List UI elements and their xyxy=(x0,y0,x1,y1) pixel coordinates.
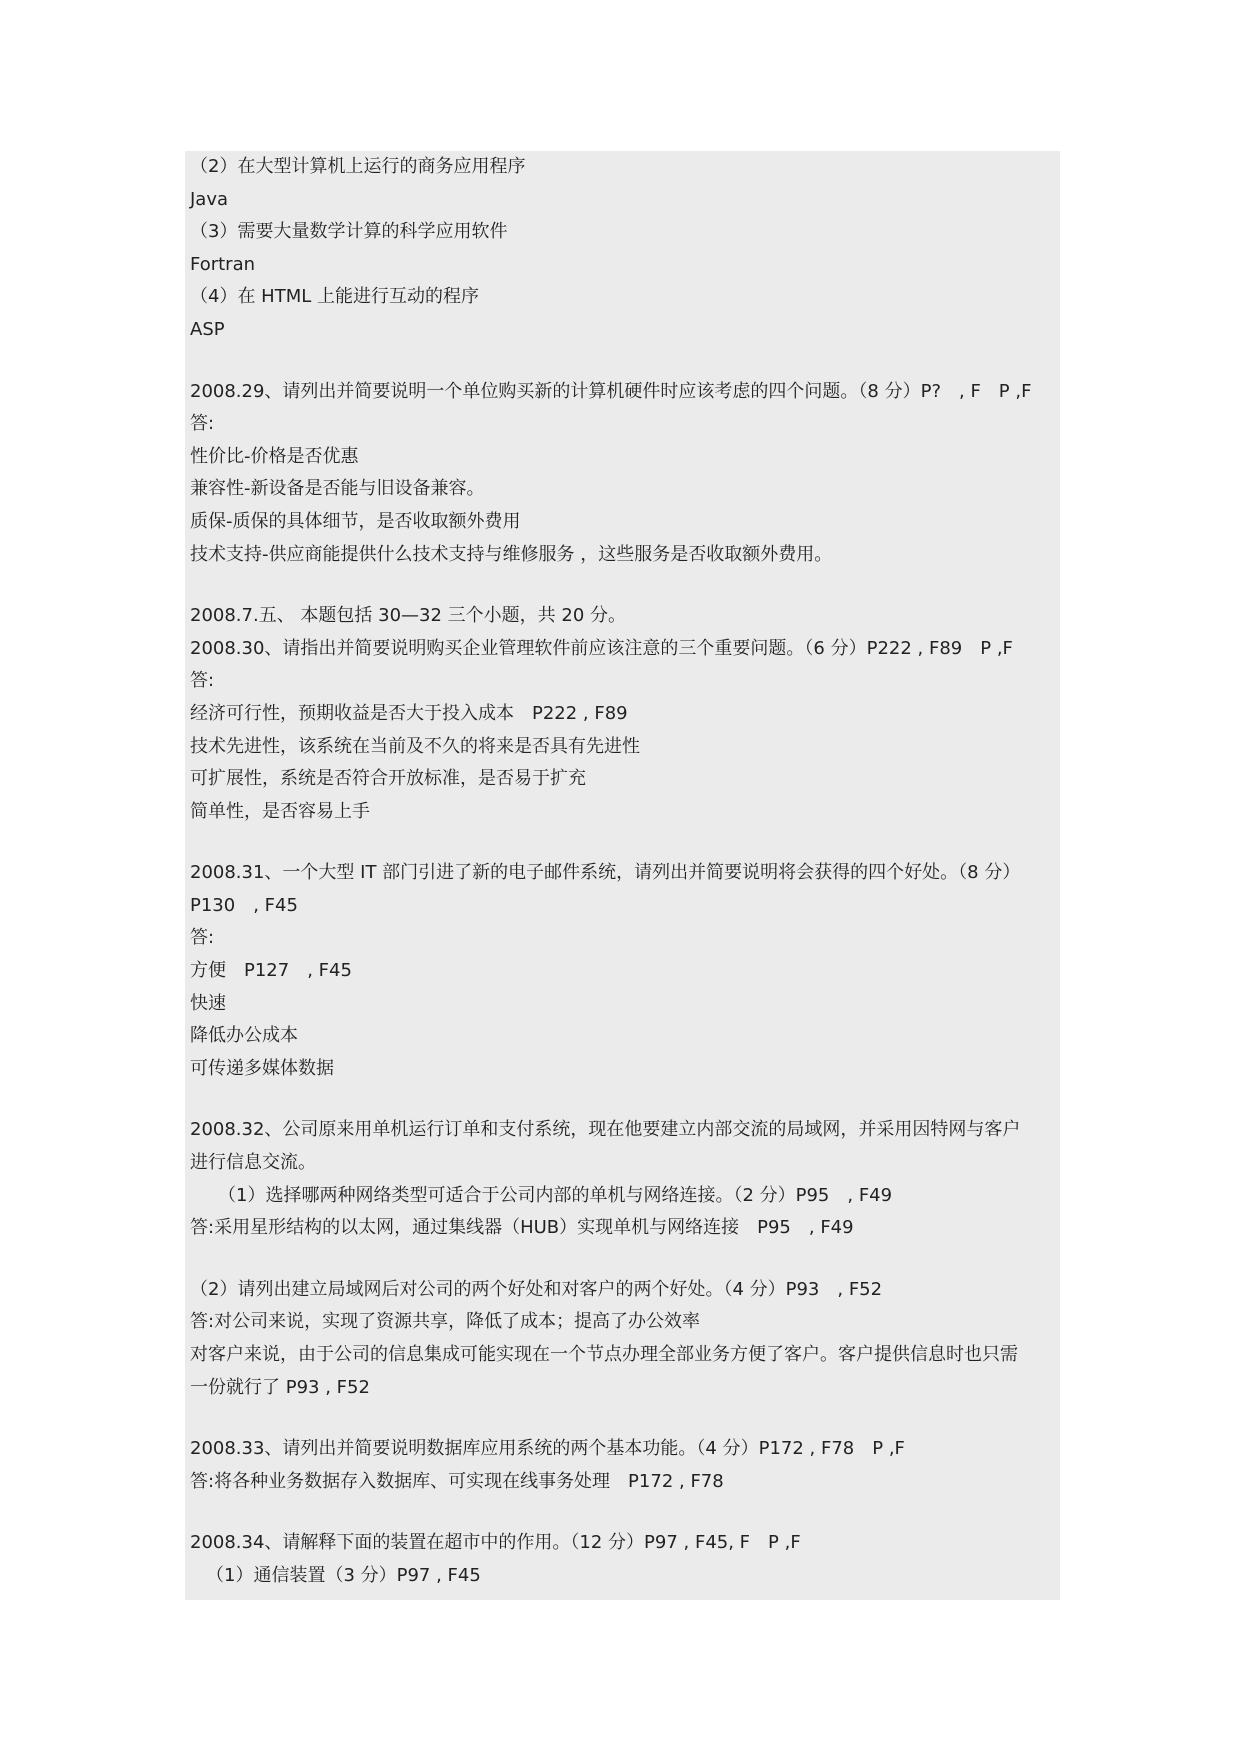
text-line: ASP xyxy=(190,318,225,340)
text-line: 2008.32、公司原来用单机运行订单和支付系统，现在他要建立内部交流的局域网，并采用因特网与客户 xyxy=(190,1119,1021,1141)
text-line: 答: xyxy=(190,413,215,435)
text-line: 质保-质保的具体细节，是否收取额外费用 xyxy=(190,510,521,532)
paragraph-gap xyxy=(190,828,1070,857)
text-line: Fortran xyxy=(190,253,256,275)
text-line: 答: xyxy=(190,670,215,692)
paragraph-gap xyxy=(190,1404,1070,1433)
text-line: 答: xyxy=(190,927,215,949)
text-line: 技术支持-供应商能提供什么技术支持与维修服务 ，这些服务是否收取额外费用。 xyxy=(190,543,833,565)
text-line: 2008.31、一个大型 IT 部门引进了新的电子邮件系统，请列出并简要说明将会获得的四个好处。（8 分） xyxy=(190,862,1021,884)
text-line: （1）通信装置（3 分）P97 , F45 xyxy=(206,1564,481,1586)
text-line: 降低办公成本 xyxy=(190,1025,298,1047)
text-line: 进行信息交流。 xyxy=(190,1152,316,1174)
paragraph-gap xyxy=(190,1245,1070,1274)
text-line: （3）需要大量数学计算的科学应用软件 xyxy=(190,221,508,243)
text-line: 兼容性-新设备是否能与旧设备兼容。 xyxy=(190,478,485,500)
text-line: Java xyxy=(190,188,229,210)
text-line: 对客户来说，由于公司的信息集成可能实现在一个节点办理全部业务方便了客户。客户提供信息时也只需 xyxy=(190,1344,1018,1365)
text-line: 性价比-价格是否优惠 xyxy=(190,445,359,467)
text-line: 快速 xyxy=(190,992,226,1014)
text-line: 可扩展性，系统是否符合开放标准，是否易于扩充 xyxy=(190,768,586,790)
text-line: 一份就行了 P93 , F52 xyxy=(190,1376,370,1398)
paragraph-gap xyxy=(190,347,1070,376)
text-line: 技术先进性，该系统在当前及不久的将来是否具有先进性 xyxy=(190,735,640,757)
text-line: （2）请列出建立局域网后对公司的两个好处和对客户的两个好处。（4 分）P93 , F52 xyxy=(190,1278,883,1300)
text-line: （1）选择哪两种网络类型可适合于公司内部的单机与网络连接。（2 分）P95 , F49 xyxy=(218,1184,893,1206)
text-line: 方便 P127 , F45 xyxy=(190,960,352,982)
paragraph-gap xyxy=(190,571,1070,600)
text-line: 2008.30、请指出并简要说明购买企业管理软件前应该注意的三个重要问题。（6 分）P222 , F89 P ,F xyxy=(190,637,1013,659)
text-line: 答:对公司来说，实现了资源共享，降低了成本；提高了办公效率 xyxy=(190,1311,701,1333)
text-line: 答:采用星形结构的以太网，通过集线器（HUB）实现单机与网络连接 P95 , F49 xyxy=(190,1217,854,1239)
text-line: 简单性，是否容易上手 xyxy=(190,800,370,822)
text-line: 答:将各种业务数据存入数据库、可实现在线事务处理 P172 , F78 xyxy=(190,1470,724,1492)
paragraph-gap xyxy=(190,1085,1070,1114)
text-line: 2008.29、请列出并简要说明一个单位购买新的计算机硬件时应该考虑的四个问题。（8 分）P? , F P ,F xyxy=(190,380,1032,402)
document-body xyxy=(190,151,1070,1593)
text-line: （2）在大型计算机上运行的商务应用程序 xyxy=(190,156,526,177)
text-line: 2008.34、请解释下面的装置在超市中的作用。（12 分）P97 , F45, F P ,F xyxy=(190,1532,801,1554)
text-line: 2008.33、请列出并简要说明数据库应用系统的两个基本功能。（4 分）P172 , F78 P ,F xyxy=(190,1438,905,1460)
text-line: （4）在 HTML 上能进行互动的程序 xyxy=(190,286,479,308)
text-line: 2008.7.五、 本题包括 30—32 三个小题，共 20 分。 xyxy=(190,605,627,627)
text-line: P130 , F45 xyxy=(190,894,298,916)
text-line: 经济可行性，预期收益是否大于投入成本 P222 , F89 xyxy=(190,702,628,724)
text-line: 可传递多媒体数据 xyxy=(190,1057,334,1079)
paragraph-gap xyxy=(190,1498,1070,1527)
